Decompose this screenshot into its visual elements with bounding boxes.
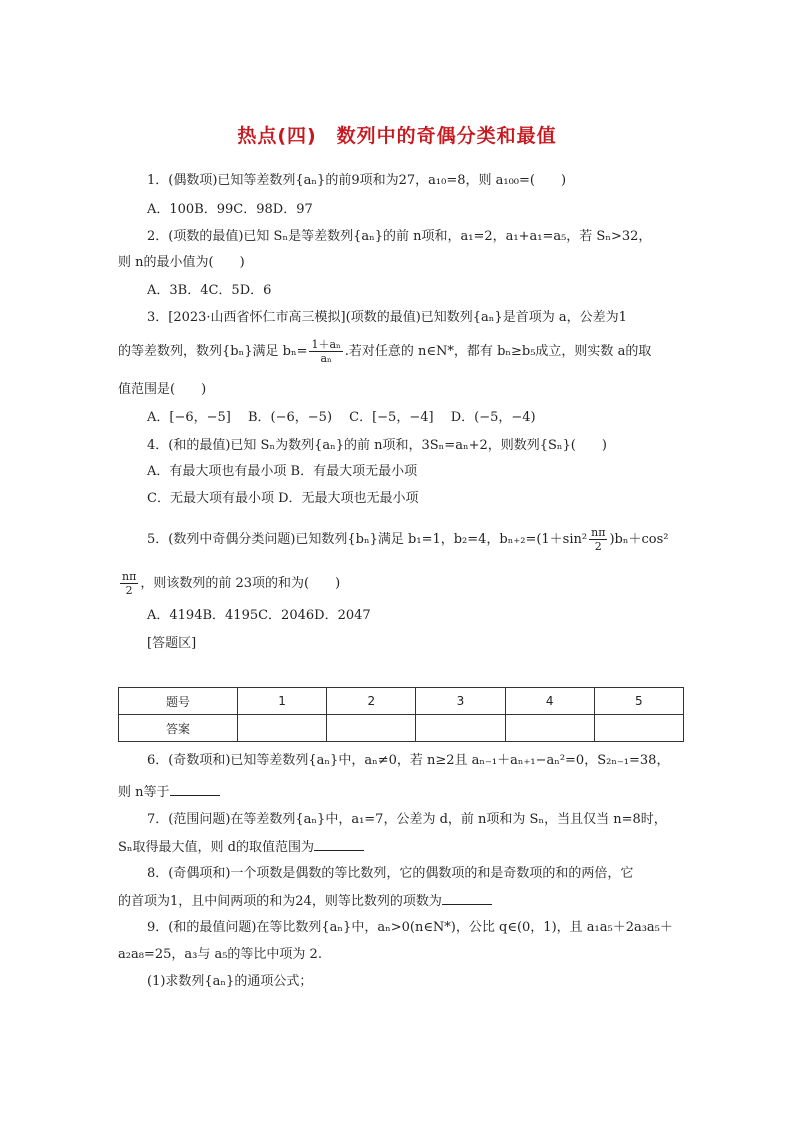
q6-answer-blank[interactable] (170, 783, 220, 796)
answer-table-number: 1 (238, 688, 327, 715)
q2-text-cont: 则 n的最小值为( ) (118, 255, 245, 270)
answer-table-header-label: 题号 (119, 688, 238, 715)
q2-text: 2．(项数的最值)已知 Sₙ是等差数列{aₙ}的前 n项和，a₁=2，a₁+a₁=a₅，若 Sₙ>32， (147, 229, 652, 244)
q7-text-cont (118, 838, 364, 857)
q5-fraction-2-denominator: 2 (125, 584, 133, 597)
q5-fraction-denominator: 2 (594, 540, 602, 553)
q1-options: A．100B．99C．98D．97 (147, 202, 313, 217)
answer-table-answer-label: 答案 (119, 715, 238, 742)
answer-cell[interactable] (416, 715, 505, 742)
q4-options-1: A．有最大项也有最小项 B．有最大项无最小项 (147, 464, 418, 479)
q5-fraction-numerator: nπ (591, 526, 606, 539)
answer-table-number: 2 (327, 688, 416, 715)
q4-options-2: C．无最大项有最小项 D．无最大项也无最小项 (147, 491, 419, 506)
q3-fraction-denominator: aₙ (320, 352, 332, 365)
q5-text-part-c: ，则该数列的前 23项的和为( ) (140, 576, 341, 591)
q5-fraction-2-numerator: nπ (122, 570, 137, 583)
q3-text-cont2: 值范围是( ) (118, 382, 207, 397)
answer-table-answer-row (119, 715, 684, 742)
answer-area-label: [答题区] (147, 636, 197, 651)
q8-answer-blank[interactable] (442, 892, 492, 905)
q5-text-part-a: 5．(数列中奇偶分类问题)已知数列{bₙ}满足 b₁=1，b₂=4，bₙ₊₂=(1＋sin² (147, 532, 588, 547)
q1-text: 1．(偶数项)已知等差数列{aₙ}的前9项和为27，a₁₀=8，则 a₁₀₀=( ) (147, 173, 567, 188)
answer-table-number: 4 (505, 688, 594, 715)
answer-cell[interactable] (594, 715, 683, 742)
q3-options: A．[−6，−5] B．(−6，−5) C．[−5，−4] D．(−5，−4) (147, 410, 536, 425)
q4-text: 4．(和的最值)已知 Sₙ为数列{aₙ}的前 n项和，3Sₙ=aₙ+2，则数列{Sₙ}( ) (147, 438, 607, 453)
answer-cell[interactable] (327, 715, 416, 742)
q3-text-part-b: .若对任意的 n∈N*，都有 bₙ≥b₅成立，则实数 a的取 (344, 344, 652, 359)
answer-table-header-row (119, 688, 684, 715)
q9-text-cont: a₂a₈=25，a₃与 a₅的等比中项为 2. (118, 947, 322, 962)
q3-text: 3．[2023·山西省怀仁市高三模拟](项数的最值)已知数列{aₙ}是首项为 a，公差为1 (147, 310, 627, 325)
q3-fraction-numerator: 1＋aₙ (311, 338, 341, 351)
q6-text-cont (118, 783, 220, 802)
q5-text-cont (118, 570, 340, 597)
q7-answer-blank[interactable] (314, 838, 364, 851)
q5-fraction-2 (120, 570, 138, 597)
q8-text: 8．(奇偶项和)一个项数是偶数的等比数列，它的偶数项的和是奇数项的和的两倍，它 (147, 866, 634, 881)
answer-table (118, 687, 684, 742)
q5-text-part-b: )bₙ＋cos² (609, 532, 669, 547)
q5-text (147, 526, 668, 553)
q6-text-part-b: 则 n等于 (118, 785, 170, 800)
q7-text: 7．(范围问题)在等差数列{aₙ}中，a₁=7，公差为 d，前 n项和为 Sₙ，当且仅当 n=8时， (147, 812, 667, 827)
q5-options: A．4194B．4195C．2046D．2047 (147, 608, 371, 623)
q9-text: 9．(和的最值问题)在等比数列{aₙ}中，aₙ>0(n∈N*)，公比 q∈(0，1)，且 a₁a₅＋2a₃a₅＋ (147, 920, 673, 935)
q9-subquestion-1: (1)求数列{aₙ}的通项公式； (147, 974, 313, 989)
q8-text-part-b: 的首项为1，且中间两项的和为24，则等比数列的项数为 (118, 894, 442, 909)
q8-text-cont (118, 892, 492, 911)
page-title: 热点(四) 数列中的奇偶分类和最值 (237, 125, 557, 147)
answer-cell[interactable] (238, 715, 327, 742)
q2-options: A．3B．4C．5D．6 (147, 283, 272, 298)
answer-table-number: 5 (594, 688, 683, 715)
answer-cell[interactable] (505, 715, 594, 742)
q3-fraction (309, 338, 342, 365)
answer-table-number: 3 (416, 688, 505, 715)
q3-text-cont (118, 338, 651, 365)
q5-fraction (589, 526, 607, 553)
q6-text: 6．(奇数项和)已知等差数列{aₙ}中，aₙ≠0，若 n≥2且 aₙ₋₁＋aₙ₊₁−aₙ²=0，S₂ₙ₋₁=38， (147, 753, 670, 768)
q3-text-part-a: 的等差数列，数列{bₙ}满足 bₙ= (118, 344, 308, 359)
q7-text-part-b: Sₙ取得最大值，则 d的取值范围为 (118, 840, 314, 855)
